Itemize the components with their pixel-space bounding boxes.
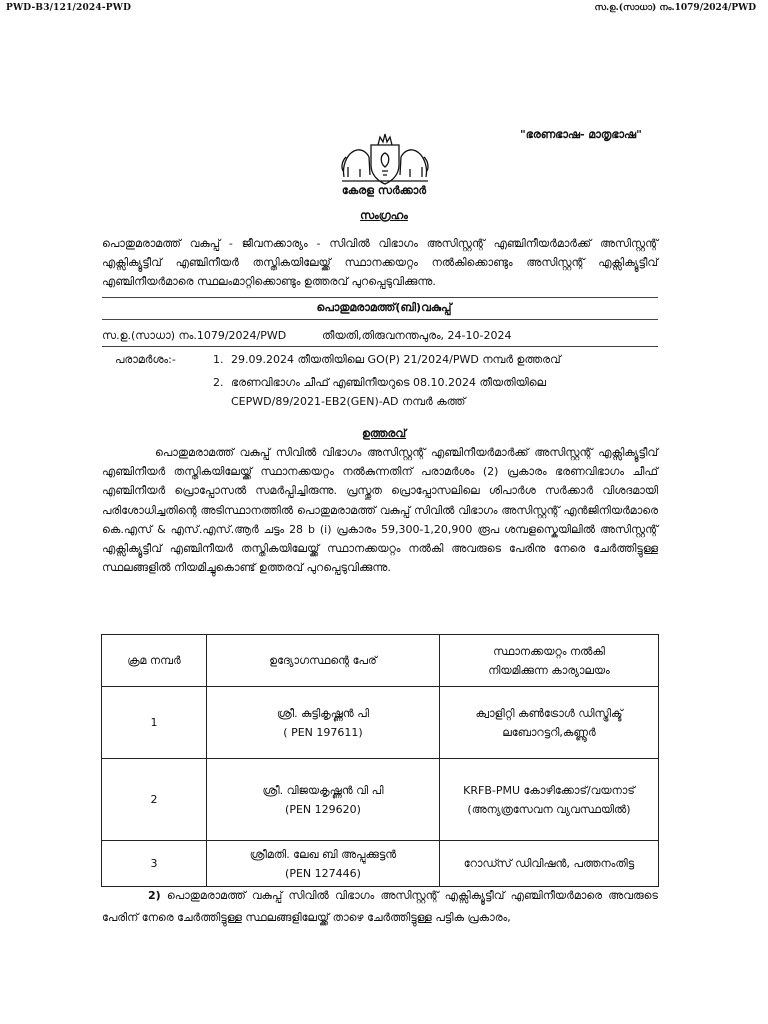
paragraph-2-text: പൊതുമരാമത്ത് വകുപ്പ് സിവിൽ വിഭാഗം അസിസ്റ്റന്റ് എക്സിക്യൂട്ടീവ് എഞ്ചിനീയർമാരെ അവരുടെ പേരിന് നേരെ ചേർത്തിട്ടുള്ള സ്ഥലങ്ങളിലേയ്ക്ക് താഴെ ചേർത്തിട്ടുള്ള പട്ടിക പ്രകാരം, bbox=[102, 889, 658, 924]
go-date: തീയതി,തിരുവനന്തപുരം, 24-10-2024 bbox=[322, 329, 512, 342]
column-header-office: സ്ഥാനക്കയറ്റം നൽകി നിയമിക്കുന്ന കാര്യാലയം bbox=[440, 635, 659, 687]
serial-number: 3 bbox=[102, 841, 207, 887]
promotion-table bbox=[101, 634, 659, 887]
order-heading: ഉത്തരവ് bbox=[361, 427, 407, 440]
officer-pen: (PEN 127446) bbox=[285, 866, 361, 880]
office-line: KRFB-PMU കോഴിക്കോട്/വയനാട് bbox=[463, 783, 635, 797]
officer-pen: ( PEN 197611) bbox=[283, 725, 363, 739]
reference-number: 2. bbox=[213, 376, 224, 389]
reference-number: 1. bbox=[213, 353, 224, 366]
department-name: പൊതുമരാമത്ത്(ബി)വകുപ്പ് bbox=[316, 301, 452, 314]
divider-top bbox=[102, 297, 658, 298]
column-header-name: ഉദ്യോഗസ്ഥന്റെ പേര് bbox=[207, 635, 440, 687]
motto: "ഭരണഭാഷ- മാതൃഭാഷ" bbox=[520, 128, 642, 141]
office-line: (അന്യത്രസേവന വ്യവസ്ഥയിൽ) bbox=[467, 802, 631, 816]
summary-text: പൊതുമരാമത്ത് വകുപ്പ് - ജീവനക്കാര്യം - സിവിൽ വിഭാഗം അസിസ്റ്റന്റ് എഞ്ചിനീയർമാർക്ക് അസിസ്റ്റന്റ് എക്സിക്യൂട്ടീവ് എഞ്ചിനീയർ തസ്തികയിലേയ്ക്ക് സ്ഥാനക്കയറ്റം നൽകിക്കൊണ്ടും അസിസ്റ്റന്റ് എക്സിക്യൂട്ടീവ് എഞ്ചിനീയർമാരെ സ്ഥലംമാറ്റിക്കൊണ്ടും ഉത്തരവ് പുറപ്പെടുവിക്കുന്നു. bbox=[102, 237, 658, 288]
officer-name: ശ്രീ. വിജയകൃഷ്ണൻ വി പി bbox=[262, 783, 384, 797]
order-paragraph-2 bbox=[102, 885, 658, 929]
office-cell bbox=[440, 841, 659, 887]
divider-bottom bbox=[102, 346, 658, 347]
summary-heading: സംഗ്രഹം bbox=[360, 209, 408, 222]
order-paragraph-1: പൊതുമരാമത്ത് വകുപ്പ് സിവിൽ വിഭാഗം അസിസ്റ്റന്റ് എഞ്ചിനീയർമാർക്ക് അസിസ്റ്റന്റ് എക്സിക്യൂട്ടീവ് എഞ്ചിനീയർ തസ്തികയിലേയ്ക്ക് സ്ഥാനക്കയറ്റം നൽകുന്നതിന് പരാമർശം (2) പ്രകാരം ഭരണവിഭാഗം ചീഫ് എഞ്ചിനീയർ പ്രൊപ്പോസൽ സമർപ്പിച്ചിരുന്നു. പ്രസ്തുത പ്രൊപ്പോസലിലെ ശിപാർശ സർക്കാർ വിശദമായി പരിശോധിച്ചതിന്റെ അടിസ്ഥാനത്തിൽ പൊതുമരാമത്ത് വകുപ്പ് സിവിൽ വിഭാഗം അസിസ്റ്റന്റ് എൻജിനിയർമാരെ കെ.എസ് & എസ്.എസ്.ആർ ചട്ടം 28 b (i) പ്രകാരം 59,300-1,20,900 രൂപ ശമ്പളസ്കെയിലിൽ അസിസ്റ്റന്റ് എക്സിക്യൂട്ടീവ് എഞ്ചിനീയർ തസ്തികയിലേയ്ക്ക് സ്ഥാനക്കയറ്റം നൽകി അവരുടെ പേരിനു നേരെ ചേർത്തിട്ടുള്ള സ്ഥലങ്ങളിൽ നിയമിച്ചുകൊണ്ട് ഉത്തരവ് പുറപ്പെടുവിക്കുന്നു. bbox=[102, 446, 658, 575]
order-number-header: സ.ഉ.(സാധാ) നം.1079/2024/PWD bbox=[594, 3, 756, 13]
office-line: ലബോറട്ടറി,കണ്ണൂർ bbox=[502, 725, 596, 739]
office-cell bbox=[440, 687, 659, 759]
table-row bbox=[102, 759, 659, 841]
serial-number: 1 bbox=[102, 687, 207, 759]
file-number: PWD-B3/121/2024-PWD bbox=[6, 3, 132, 13]
divider-middle bbox=[102, 319, 658, 320]
government-name: കേരള സർക്കാർ bbox=[341, 184, 427, 197]
reference-text: 29.09.2024 തീയതിയിലെ GO(P) 21/2024/PWD നമ്പർ ഉത്തരവ് bbox=[231, 353, 561, 366]
table-header-row bbox=[102, 635, 659, 687]
officer-pen: (PEN 129620) bbox=[285, 802, 361, 816]
table-row bbox=[102, 687, 659, 759]
references-label: പരാമർശം:- bbox=[115, 353, 176, 366]
go-number: സ.ഉ.(സാധാ) നം.1079/2024/PWD bbox=[102, 329, 287, 342]
officer-cell bbox=[207, 759, 440, 841]
serial-number: 2 bbox=[102, 759, 207, 841]
reference-text: CEPWD/89/2021-EB2(GEN)-AD നമ്പർ കത്ത് bbox=[231, 395, 466, 408]
office-line: റോഡ്സ് ഡിവിഷൻ, പത്തനംതിട്ട bbox=[463, 857, 635, 870]
kerala-emblem-icon bbox=[338, 131, 432, 187]
paragraph-number: 2) bbox=[148, 889, 161, 902]
officer-cell bbox=[207, 687, 440, 759]
column-header-serial: ക്രമ നമ്പർ bbox=[102, 635, 207, 687]
table-row bbox=[102, 841, 659, 887]
office-line: ക്വാളിറ്റി കൺട്രോൾ ഡിസ്ട്രിക്ട് bbox=[475, 706, 623, 720]
officer-name: ശ്രീമതി. ലേഖ ബി അപ്പുക്കുട്ടൻ bbox=[249, 847, 397, 861]
officer-name: ശ്രീ. കുട്ടികൃഷ്ണൻ പി bbox=[276, 706, 369, 720]
office-cell bbox=[440, 759, 659, 841]
officer-cell bbox=[207, 841, 440, 887]
reference-text: ഭരണവിഭാഗം ചീഫ് എഞ്ചിനീയറുടെ 08.10.2024 തീയതിയിലെ bbox=[231, 376, 547, 389]
